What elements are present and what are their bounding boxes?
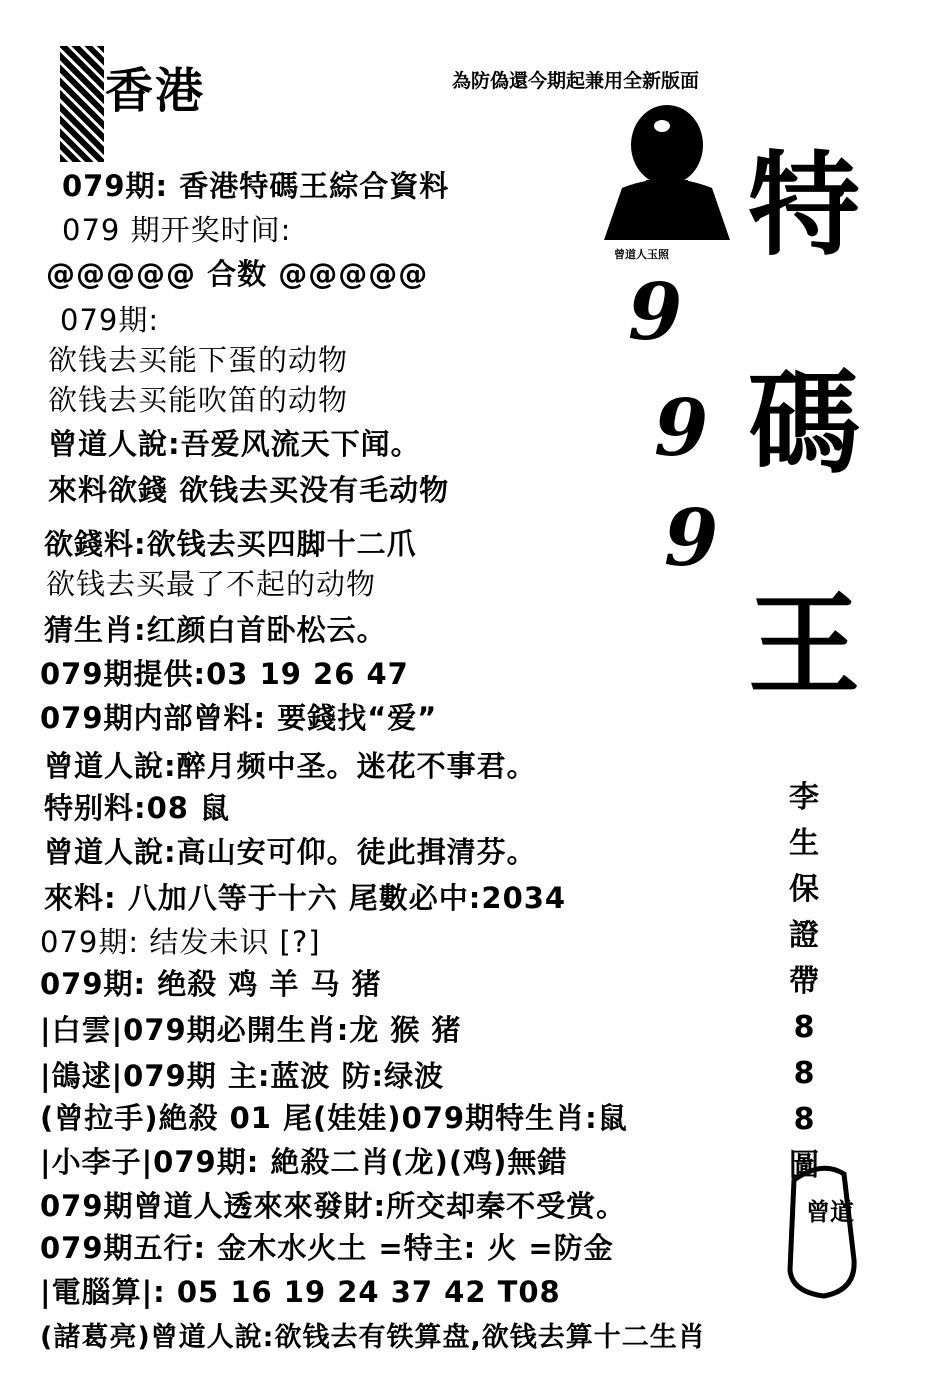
seal-stamp (784, 1160, 860, 1300)
vertical-char: 生 (789, 826, 819, 861)
line-five-elements: 079期五行: 金木水火土 =特主: 火 =防金 (40, 1231, 614, 1265)
line-baiyun: |白雲|079期必開生肖:龙 猴 猪 (40, 1013, 462, 1047)
top-note: 為防偽還今期起兼用全新版面 (452, 70, 700, 92)
line-tail-number: 來料: 八加八等于十六 尾數必中:2034 (44, 881, 567, 915)
line-zeng-la-shou: (曾拉手)絶殺 01 尾(娃娃)079期特生肖:鼠 (40, 1101, 628, 1135)
line-zhuge-liang: (諸葛亮)曾道人說:欲钱去有铁算盘,欲钱去算十二生肖 (40, 1322, 706, 1353)
line-fortune: 079期曾道人透來來發財:所交却秦不受赏。 (40, 1189, 627, 1223)
nine-mark-3: 9 (664, 493, 719, 584)
vertical-slogan (784, 775, 824, 1189)
line-hair: 079期: 结发未识 [?] (40, 925, 321, 959)
portrait-image (602, 100, 732, 260)
line-saying-3: 曾道人說:高山安可仰。徒此揖清芬。 (44, 835, 537, 869)
vertical-char: 圖 (789, 1148, 819, 1183)
line-riddle-4: 欲錢料:欲钱去买四脚十二爪 (44, 527, 417, 561)
line-guess-zodiac: 猜生肖:红颜白首卧松云。 (44, 613, 387, 647)
line-issue: 079期: (60, 303, 160, 337)
line-internal: 079期内部曾料: 要錢找“爱” (40, 701, 438, 735)
line-heshu: @@@@@ 合数 @@@@@ (46, 257, 429, 291)
line-riddle-2: 欲钱去买能吹笛的动物 (48, 383, 349, 417)
logo-mark (60, 46, 104, 162)
title-char-te: 特 (748, 141, 860, 271)
vertical-char: 李 (789, 780, 819, 815)
vertical-char: 帶 (789, 964, 819, 999)
seal-text: 曾道 (806, 1198, 854, 1226)
line-riddle-5: 欲钱去买最了不起的动物 (46, 567, 377, 601)
vertical-char: 保 (789, 872, 819, 907)
line-riddle-1: 欲钱去买能下蛋的动物 (48, 343, 349, 377)
vertical-char: 證 (789, 918, 819, 953)
nine-mark-2: 9 (654, 383, 709, 474)
nine-mark-1: 9 (628, 267, 683, 358)
line-kill-four: 079期: 绝殺 鸡 羊 马 猪 (40, 967, 382, 1001)
line-saying-1: 曾道人說:吾爱风流天下闻。 (48, 427, 421, 461)
logo-text: 香港 (105, 63, 206, 119)
line-special: 特别料:08 鼠 (44, 791, 231, 825)
line-computer: |電腦算|: 05 16 19 24 37 42 T08 (40, 1275, 561, 1309)
line-title: 079期: 香港特碼王綜合資料 (62, 169, 450, 203)
vertical-char: 8 (793, 1056, 815, 1091)
line-gedi: |鴿逑|079期 主:蓝波 防:绿波 (40, 1059, 445, 1093)
line-xiao-li-zi: |小李子|079期: 絶殺二肖(龙)(鸡)無錯 (40, 1145, 568, 1179)
vertical-char: 8 (793, 1010, 815, 1045)
line-saying-2: 曾道人說:醉月频中圣。迷花不事君。 (44, 749, 537, 783)
portrait-caption: 曾道人玉照 (614, 248, 669, 261)
vertical-char: 8 (793, 1102, 815, 1137)
line-provided: 079期提供:03 19 26 47 (40, 657, 409, 691)
title-char-wang: 王 (748, 581, 860, 711)
title-char-ma: 碼 (748, 359, 860, 489)
line-draw-time: 079 期开奖时间: (62, 213, 292, 247)
line-riddle-3: 來料欲錢 欲钱去买没有毛动物 (48, 473, 450, 507)
